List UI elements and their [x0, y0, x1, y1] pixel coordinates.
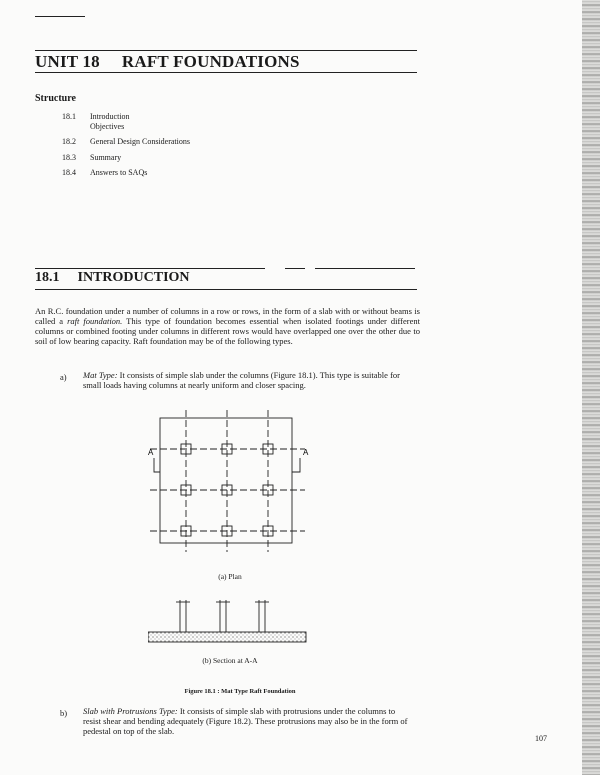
section-label-left: A: [148, 448, 154, 457]
unit-heading: [35, 52, 300, 72]
scan-edge: [582, 0, 600, 775]
raft-slab-outline: [160, 418, 292, 543]
toc-item: 18.3 Summary: [62, 152, 122, 162]
type-b-marker: b): [60, 708, 68, 718]
toc-item: 18.4 Answers to SAQs: [62, 168, 148, 177]
section-rule-top-1: [35, 268, 265, 269]
section-label-right: A: [303, 448, 309, 457]
structure-list: [62, 112, 190, 184]
unit-rule-top: [35, 50, 417, 51]
structure-heading: Structure: [35, 93, 76, 104]
type-a-marker: a): [60, 372, 67, 382]
unit-rule-bottom: [35, 72, 417, 73]
section-heading: 18.1 INTRODUCTION: [35, 270, 190, 285]
toc-item: 18.1 Introduction Objectives: [62, 112, 130, 131]
slab-section: [148, 632, 306, 642]
section-rule-bottom: [35, 289, 417, 290]
unit-label: UNIT 18: [35, 52, 100, 71]
section-figure: [148, 596, 308, 646]
top-short-rule: [35, 16, 85, 17]
section-mark-right: [292, 458, 300, 472]
type-a-text: Mat Type: It consists of simple slab under the columns (Figure 18.1). This type is suitable for small loads having columns at nearly uniform and closer spacing.: [83, 370, 400, 390]
unit-title: RAFT FOUNDATIONS: [121, 52, 300, 71]
section-mark-left: [154, 458, 160, 472]
intro-paragraph: An R.C. foundation under a number of columns in a row or rows, in the form of a slab with or without beams is called a raft foundation. This type of foundation becomes essential when isolated footings under different columns or combined footing under columns in different rows would have overlapped one over the other due to soil of low bearing capacity. Raft foundation may be of the following types.: [35, 306, 420, 346]
page-number: 107: [535, 734, 547, 743]
toc-item: 18.2 General Design Considerations: [62, 137, 190, 146]
plan-caption: (a) Plan: [218, 572, 242, 581]
type-b-text: Slab with Protrusions Type: It consists of simple slab with protrusions under the columns to resist shear and bending adequately (Figure 18.2). These protrusions may also be in the form of pedestal on top of the slab.: [83, 706, 408, 736]
section-rule-top-2: [285, 268, 305, 269]
figure-caption: Figure 18.1 : Mat Type Raft Foundation: [184, 688, 296, 695]
section-rule-top-3: [315, 268, 415, 269]
section-caption: (b) Section at A-A: [202, 656, 258, 665]
plan-figure: [140, 410, 320, 560]
